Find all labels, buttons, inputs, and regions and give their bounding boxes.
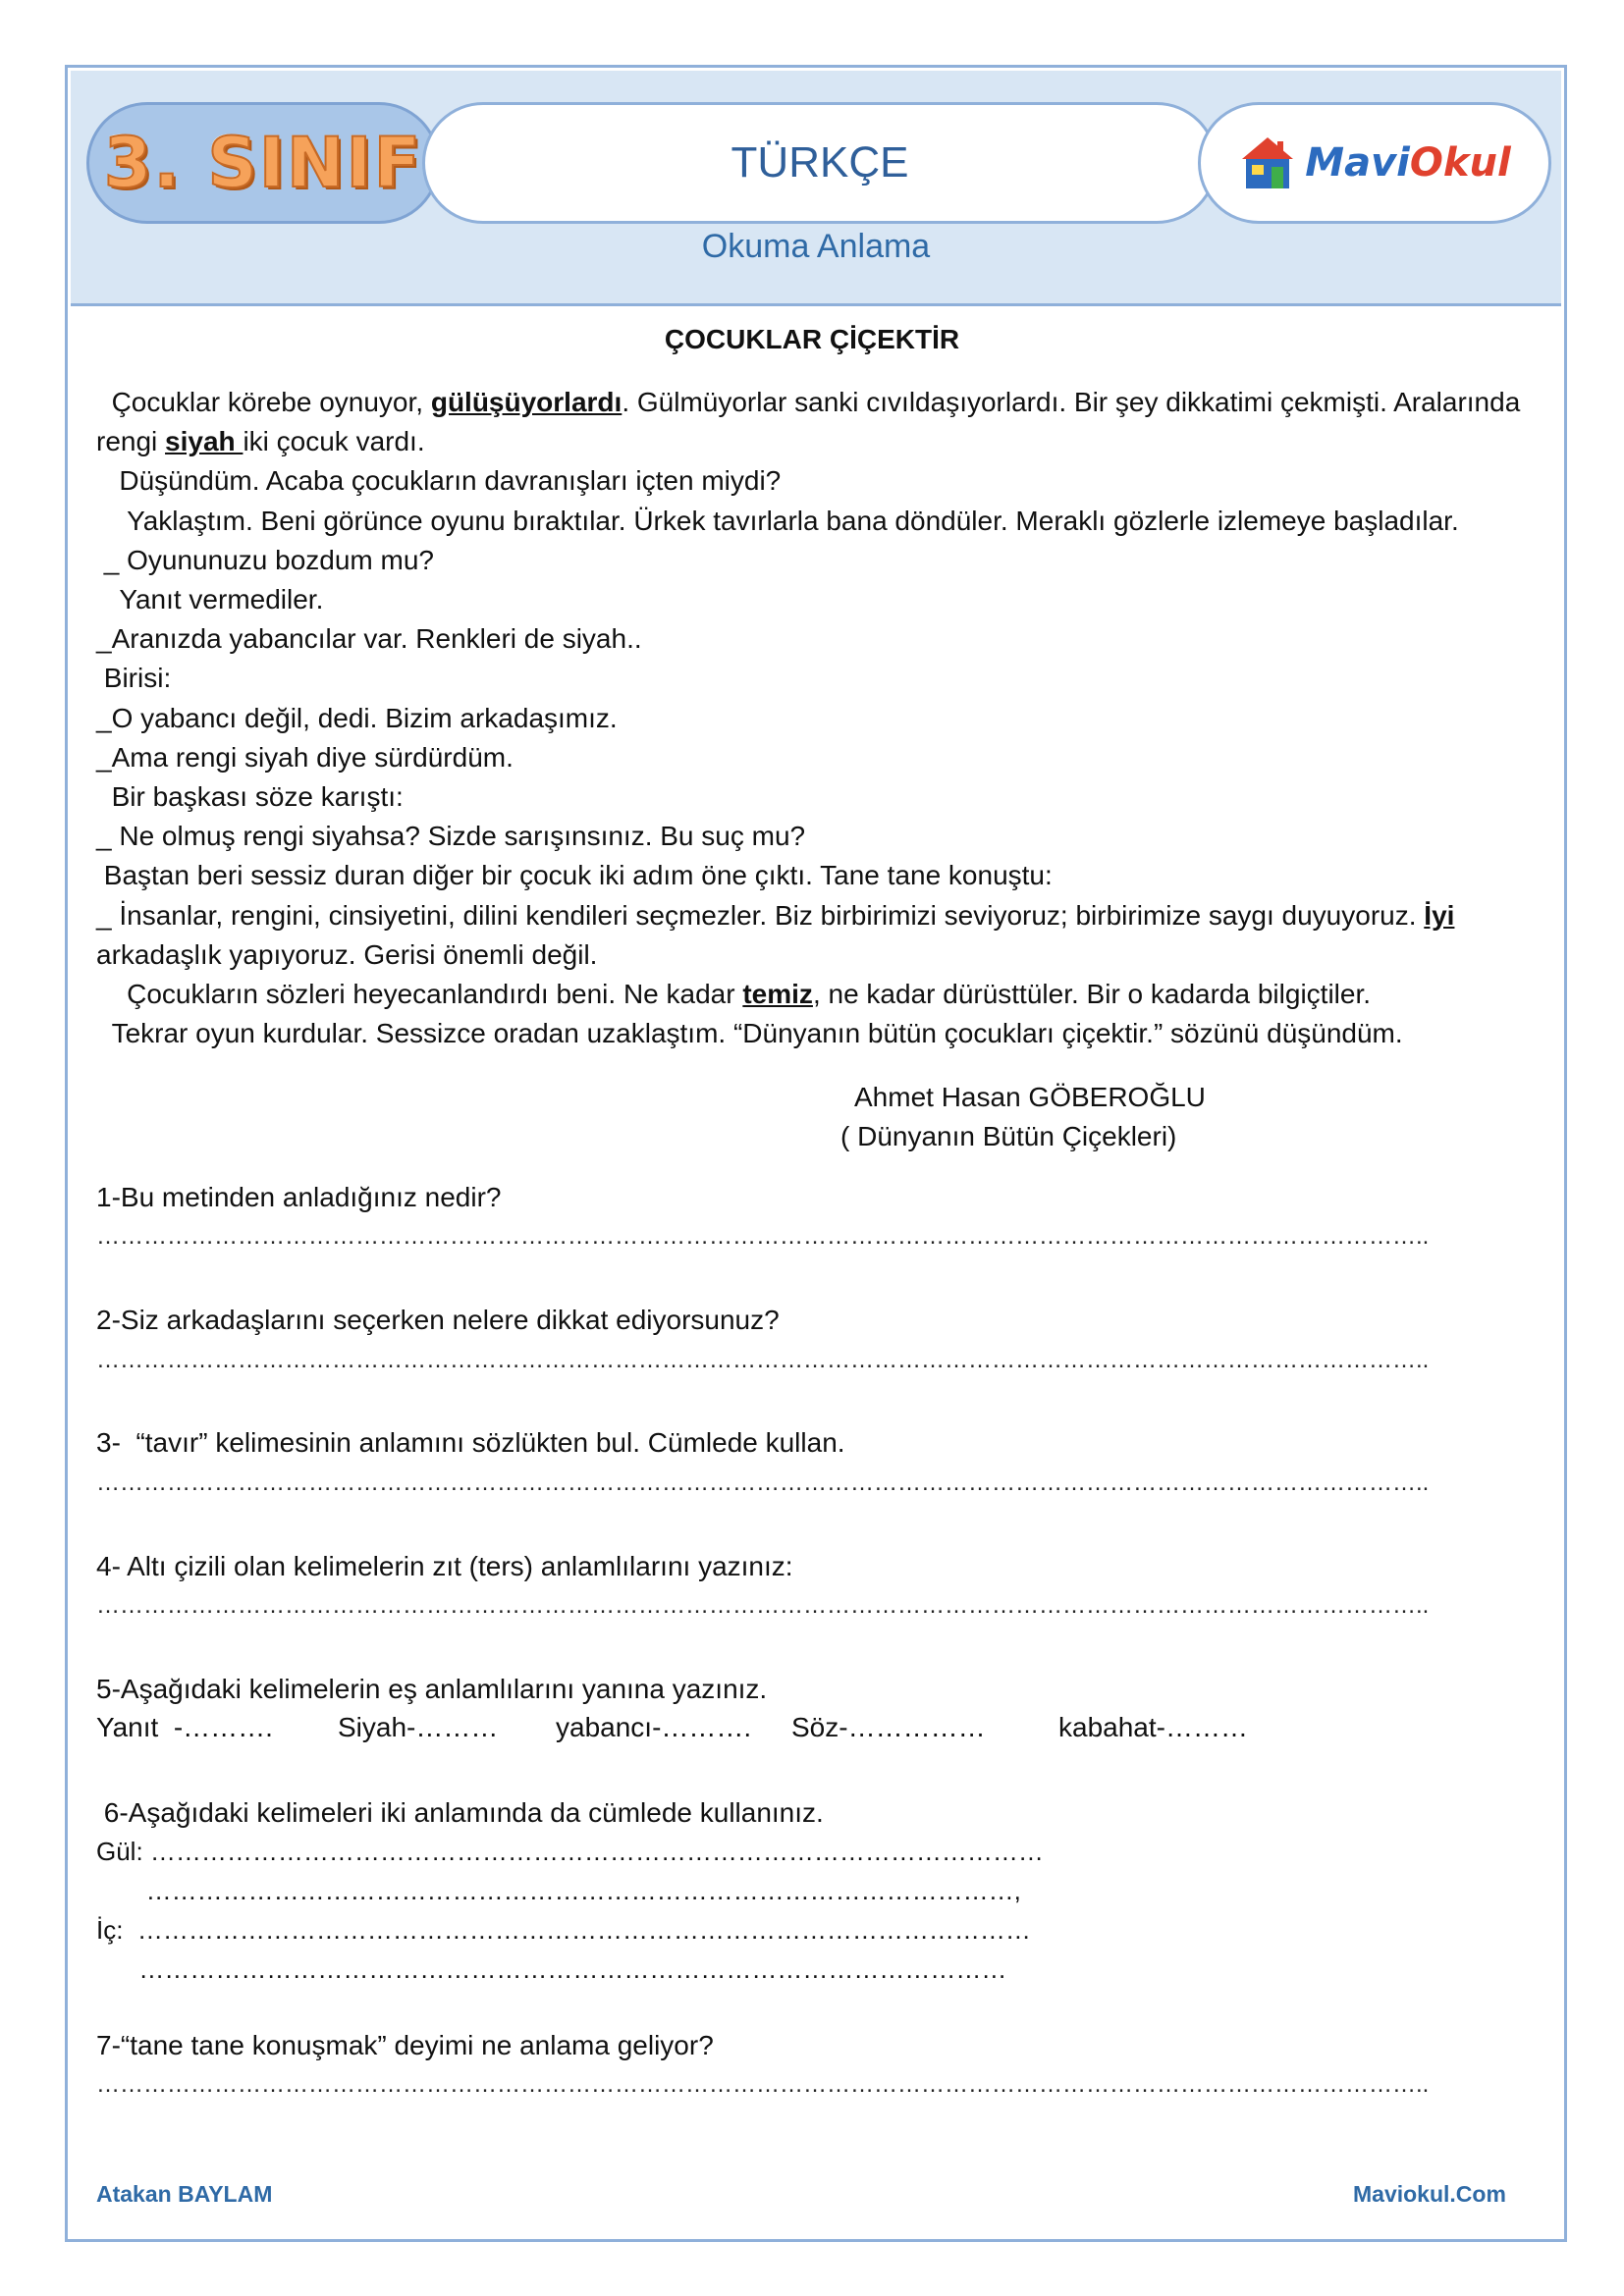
question-1: 1-Bu metinden anladığınız nedir? bbox=[96, 1182, 502, 1212]
q5-item[interactable]: Siyah-……… bbox=[338, 1712, 499, 1742]
answer-line[interactable]: …………………………………………………………………………………………………………………………………………………….. bbox=[96, 1347, 1430, 1373]
question-4: 4- Altı çizili olan kelimelerin zıt (ters) anlamlılarını yazınız: bbox=[96, 1551, 793, 1581]
question-6: 6-Aşağıdaki kelimeleri iki anlamında da cümlede kullanınız. bbox=[96, 1797, 824, 1828]
q5-item[interactable]: yabancı-………. bbox=[556, 1712, 752, 1742]
underlined-word: temiz bbox=[742, 979, 813, 1010]
story-line: Yaklaştım. Beni görünce oyunu bıraktılar. Ürkek tavırlarla bana döndüler. Meraklı gözlerle izlemeye başladılar. bbox=[96, 505, 1459, 536]
book-title: ( Dünyanın Bütün Çiçekleri) bbox=[840, 1121, 1177, 1151]
story-line: Çocukların sözleri heyecanlandırdı beni. Ne kadar temiz, ne kadar dürüsttüler. Bir o kadarda bilgiçtiler. bbox=[96, 979, 1372, 1010]
story-line: Çocuklar körebe oynuyor, gülüşüyorlardı. Gülmüyorlar sanki cıvıldaşıyorlardı. Bir şey dikkatimi çekmişti. Aralarında bbox=[96, 387, 1521, 417]
answer-line[interactable]: …………………………………………………………………………………………………………………………………………………….. bbox=[96, 1592, 1430, 1619]
story-line: rengi siyah iki çocuk vardı. bbox=[96, 426, 425, 457]
q6-gul-line[interactable]: Gül: …………………………………………………………………………………………… bbox=[96, 1837, 1044, 1866]
answer-line[interactable]: …………………………………………………………………………………………………………………………………………………….. bbox=[96, 1223, 1430, 1250]
q5-item[interactable]: Söz-…………… bbox=[791, 1712, 986, 1742]
author-name: Ahmet Hasan GÖBEROĞLU bbox=[854, 1082, 1206, 1112]
subject-label: TÜRKÇE bbox=[731, 138, 909, 187]
q6-ic-line[interactable]: İç: …………………………………………………………………………………………… bbox=[96, 1915, 1031, 1945]
story-line: Yanıt vermediler. bbox=[96, 584, 324, 615]
q5-item[interactable]: Yanıt -………. bbox=[96, 1712, 273, 1742]
grade-badge bbox=[86, 102, 440, 224]
house-icon bbox=[1238, 133, 1297, 192]
story-line: _ Ne olmuş rengi siyahsa? Sizde sarışınsınız. Bu suç mu? bbox=[96, 821, 806, 852]
story-line: arkadaşlık yapıyoruz. Gerisi önemli değil. bbox=[96, 938, 598, 970]
story-line: _Aranızda yabancılar var. Renkleri de siyah.. bbox=[96, 623, 642, 655]
question-7: 7-“tane tane konuşmak” deyimi ne anlama geliyor? bbox=[96, 2030, 714, 2060]
story-line: Birisi: bbox=[96, 663, 172, 694]
story-line: _ Oyununuzu bozdum mu? bbox=[96, 544, 434, 575]
story-title: ÇOCUKLAR ÇİÇEKTİR bbox=[664, 324, 960, 354]
underlined-word: gülüşüyorlardı bbox=[430, 387, 623, 417]
story-line: Tekrar oyun kurdular. Sessizce oradan uzaklaştım. “Dünyanın bütün çocukları çiçektir.” sözünü düşündüm. bbox=[96, 1018, 1403, 1049]
question-5: 5-Aşağıdaki kelimelerin eş anlamlılarını yanına yazınız. bbox=[96, 1674, 768, 1704]
page-subtitle: Okuma Anlama bbox=[701, 228, 931, 265]
logo-wordmark: MaviOkul bbox=[1305, 140, 1511, 186]
q6-ic-line-2[interactable]: ………………………………………………………………………………………… bbox=[96, 1954, 1007, 1984]
answer-line[interactable]: …………………………………………………………………………………………………………………………………………………….. bbox=[96, 1469, 1430, 1496]
story-line: _O yabancı değil, dedi. Bizim arkadaşımız. bbox=[96, 702, 618, 733]
story-line: Düşündüm. Acaba çocukların davranışları içten miydi? bbox=[96, 465, 782, 497]
question-2: 2-Siz arkadaşlarını seçerken nelere dikkat ediyorsunuz? bbox=[96, 1305, 780, 1335]
story-line: Bir başkası söze karıştı: bbox=[96, 781, 404, 813]
story-line: Baştan beri sessiz duran diğer bir çocuk iki adım öne çıktı. Tane tane konuştu: bbox=[96, 860, 1053, 891]
logo-banner bbox=[1198, 102, 1551, 224]
question-3: 3- “tavır” kelimesinin anlamını sözlükten bul. Cümlede kullan. bbox=[96, 1427, 845, 1458]
footer-site-link[interactable]: Maviokul.Com bbox=[1353, 2181, 1506, 2207]
grade-label: 3. SINIF bbox=[103, 123, 423, 203]
story-line: _ İnsanlar, rengini, cinsiyetini, dilini kendileri seçmezler. Biz birbirimizi seviyoruz; birbirimize saygı duyuyoruz. İyi bbox=[96, 899, 1455, 931]
answer-line[interactable]: …………………………………………………………………………………………………………………………………………………….. bbox=[96, 2071, 1430, 2098]
subject-banner bbox=[422, 102, 1218, 224]
author-credit bbox=[840, 1078, 1206, 1156]
underlined-word: İyi bbox=[1424, 899, 1455, 931]
story-text bbox=[96, 383, 1530, 1053]
q5-item[interactable]: kabahat-……… bbox=[1058, 1712, 1248, 1742]
story-line: _Ama rengi siyah diye sürdürdüm. bbox=[96, 741, 514, 773]
q6-gul-line-2[interactable]: …………………………………………………………………………………………, bbox=[96, 1876, 1021, 1905]
underlined-word: siyah bbox=[165, 426, 244, 457]
footer-author: Atakan BAYLAM bbox=[96, 2181, 273, 2207]
